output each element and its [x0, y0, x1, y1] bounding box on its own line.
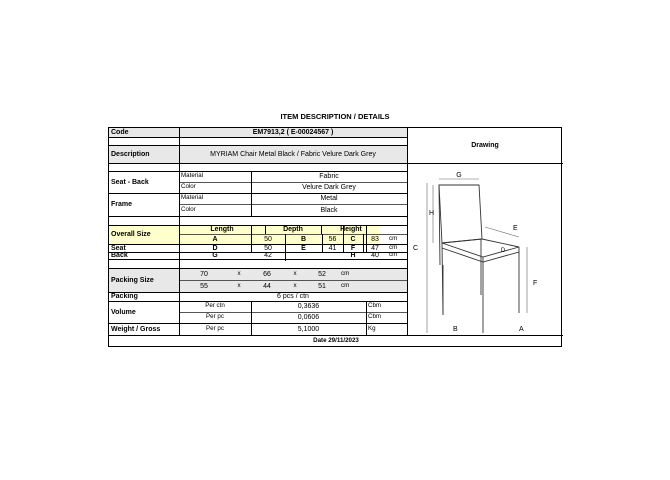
volume-2-unit: Cbm [368, 313, 382, 321]
seat-back-color: Velure Dark Grey [302, 184, 356, 191]
drawing-letter-b: B [453, 326, 458, 333]
frame-material-label: Material [181, 194, 204, 202]
packing-size-2-a: 55 [200, 282, 208, 290]
back-unit: cm [389, 251, 398, 259]
page-title: ITEM DESCRIPTION / DETAILS [280, 112, 390, 121]
volume-2-per: Per pc [206, 313, 224, 321]
volume-2-value: 0,0606 [297, 314, 320, 321]
chair-backrest [439, 185, 482, 243]
seat-back-color-label: Color [181, 183, 196, 191]
chair-drawing [409, 165, 561, 333]
description-value: MYRIAM Chair Metal Black / Fabric Velure Dark Grey [210, 150, 376, 158]
packing-size-2-x1: x [237, 281, 241, 289]
seat-value-e: 41 [328, 244, 337, 252]
seat-back-material: Fabric [319, 173, 339, 180]
packing-size-1-unit: cm [341, 269, 350, 277]
packing-size-2-c: 51 [318, 282, 326, 290]
seat-value-f: 47 [371, 244, 379, 252]
back-value-h: 40 [371, 252, 379, 259]
overall-unit: cm [389, 234, 398, 242]
length-header: Length [210, 226, 234, 233]
seat-back-material-label: Material [181, 172, 204, 180]
frame-label: Frame [111, 201, 133, 208]
packing-size-2-b: 44 [263, 282, 271, 290]
back-label: Back [111, 252, 128, 259]
frame-material: Metal [320, 195, 338, 202]
volume-label: Volume [111, 308, 136, 316]
overall-value-b: 56 [328, 235, 337, 243]
drawing-letter-h: H [429, 210, 435, 217]
back-key-g: G [212, 252, 218, 259]
overall-value-a: 50 [264, 235, 272, 243]
packing-size-label: Packing Size [111, 276, 154, 284]
packing-label: Packing [111, 293, 138, 300]
packing-size-1-c: 52 [318, 270, 326, 278]
drawing-label: Drawing [471, 142, 499, 149]
chair-seat [442, 239, 519, 257]
frame-color: Black [320, 206, 338, 214]
drawing-letter-d: D [501, 248, 506, 254]
seat-label: Seat [111, 244, 126, 252]
overall-size-label: Overall Size [111, 231, 151, 238]
seat-key-f: F [350, 244, 356, 252]
weight-unit: Kg [368, 324, 376, 332]
seat-key-d: D [212, 244, 218, 252]
overall-key-a: A [212, 235, 218, 243]
packing-size-1-a: 70 [200, 270, 208, 278]
packing-size-1-b: 66 [263, 270, 271, 278]
packing-value: 6 pcs / ctn [277, 293, 309, 300]
drawing-letter-f: F [533, 280, 538, 287]
packing-size-2-x2: x [293, 281, 297, 289]
drawing-letter-a: A [519, 326, 524, 333]
volume-1-unit: Cbm [368, 302, 382, 310]
depth-header: Depth [283, 226, 303, 233]
height-header: Height [340, 226, 362, 233]
chair-back-posts [439, 185, 443, 315]
seat-unit: cm [389, 243, 398, 251]
packing-size-2-unit: cm [341, 281, 350, 289]
volume-1-per: Per ctn [205, 302, 225, 310]
weight-label: Weight / Gross [111, 325, 161, 333]
chair-legs [443, 239, 519, 333]
drawing-letter-c: C [413, 245, 419, 252]
seat-back-label: Seat - Back [111, 178, 149, 186]
code-label: Code [111, 129, 129, 136]
drawing-letter-g: G [456, 172, 462, 179]
item-spec-sheet [108, 127, 562, 347]
weight-per: Per pc [206, 324, 224, 332]
weight-value: 5,1000 [297, 325, 320, 333]
packing-size-1-x2: x [293, 269, 297, 277]
seat-value-d: 50 [264, 244, 272, 252]
overall-value-c: 83 [371, 235, 379, 243]
overall-key-c: C [350, 235, 356, 243]
date-label: Date 29/11/2023 [313, 337, 359, 345]
packing-size-1-x1: x [237, 269, 241, 277]
description-label: Description [111, 150, 150, 158]
overall-key-b: B [300, 235, 307, 243]
seat-key-e: E [301, 244, 306, 252]
back-value-g: 42 [264, 252, 272, 259]
code-value: EM7913,2 ( E-00024567 ) [252, 129, 334, 136]
frame-color-label: Color [181, 205, 196, 213]
drawing-letter-e: E [513, 225, 518, 232]
volume-1-value: 0,3636 [297, 303, 320, 310]
back-key-h: H [350, 252, 356, 259]
